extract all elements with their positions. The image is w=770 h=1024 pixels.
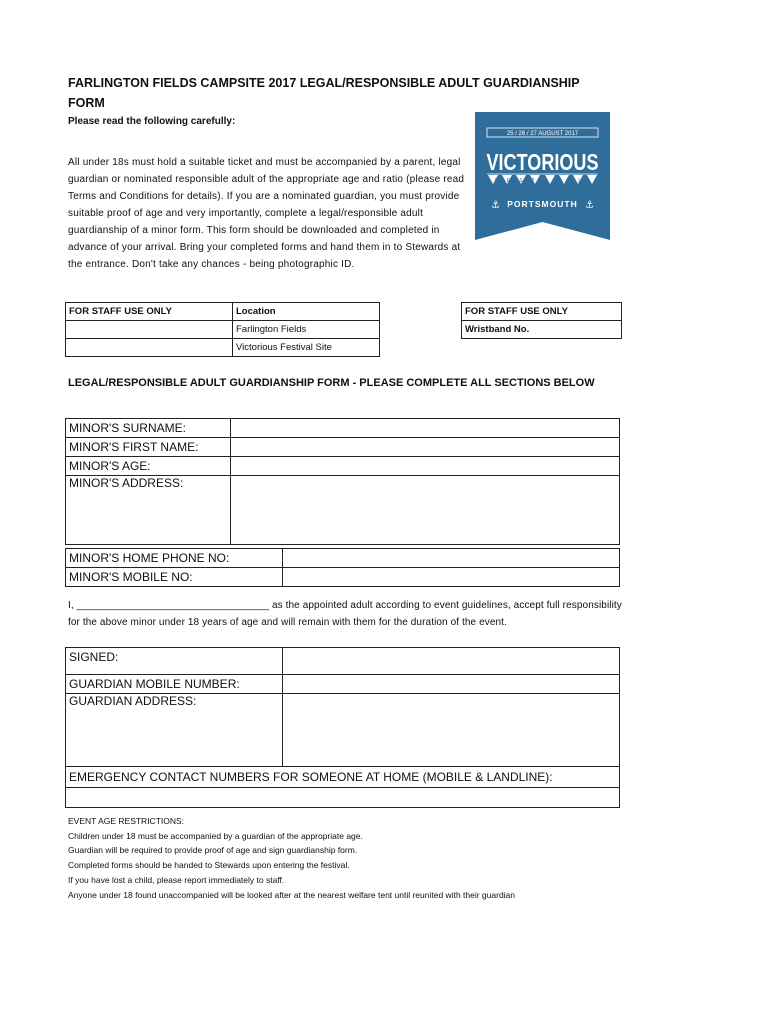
emergency-contact-input[interactable] (66, 788, 620, 808)
minor-home-phone-input[interactable] (283, 549, 620, 568)
note-item: Children under 18 must be accompanied by a guardian of the appropriate age. (68, 830, 363, 841)
logo-dates: 25 / 26 / 27 AUGUST 2017 (506, 131, 579, 137)
intro-paragraph: All under 18s must hold a suitable ticket and must be accompanied by a parent, legal guardian or nominated responsible adult of the appropriate age and ratio (please read Terms and Conditions for details). If you are a nominated guardian, you must provide suitable proof of age and very importantly, complete a legal/responsible adult guardianship of a minor form. This form should be downloaded and completed in advance of your arrival. Bring your completed forms and hand them in to Stewards at the entrance. Don't take any chances - being photographic ID. (68, 157, 465, 270)
guardian-mobile-input[interactable] (283, 675, 620, 694)
guardian-address-label: GUARDIAN ADDRESS: (66, 694, 283, 767)
anchor-icon-left: ⚓ (491, 200, 500, 211)
section-title: LEGAL/RESPONSIBLE ADULT GUARDIANSHIP FORM - PLEASE COMPLETE ALL SECTIONS BELOW (68, 377, 595, 389)
minor-first-name-input[interactable] (231, 438, 620, 457)
staff-header-2: FOR STAFF USE ONLY (462, 303, 622, 321)
minor-home-phone-label: MINOR'S HOME PHONE NO: (66, 549, 283, 568)
form-title: FARLINGTON FIELDS CAMPSITE 2017 LEGAL/RESPONSIBLE ADULT GUARDIANSHIP FORM (68, 76, 580, 110)
guardian-mobile-label: GUARDIAN MOBILE NUMBER: (66, 675, 283, 694)
minor-phone-table (65, 548, 620, 587)
location-header: Location (233, 303, 380, 321)
note-item: If you have lost a child, please report immediately to staff. (68, 874, 285, 885)
minor-surname-label: MINOR'S SURNAME: (66, 419, 231, 438)
notes-heading: EVENT AGE RESTRICTIONS: (68, 816, 185, 826)
minor-age-label: MINOR'S AGE: (66, 457, 231, 476)
guardian-address-input[interactable] (283, 694, 620, 767)
wristband-field[interactable]: Wristband No. (462, 321, 622, 339)
minor-mobile-input[interactable] (283, 568, 620, 587)
logo-city: PORTSMOUTH (507, 199, 578, 209)
logo-name: VICTORIOUS (486, 149, 599, 175)
subtitle: Please read the following carefully: (68, 116, 236, 127)
staff-location-table (65, 302, 380, 357)
location-victorious-site[interactable]: Victorious Festival Site (233, 339, 380, 357)
minor-address-label: MINOR'S ADDRESS: (66, 476, 231, 545)
staff-header: FOR STAFF USE ONLY (66, 303, 233, 321)
minor-details-table (65, 418, 620, 545)
emergency-contact-label: EMERGENCY CONTACT NUMBERS FOR SOMEONE AT HOME (MOBILE & LANDLINE): (66, 767, 620, 788)
signed-label: SIGNED: (66, 648, 283, 675)
minor-mobile-label: MINOR'S MOBILE NO: (66, 568, 283, 587)
signature-input[interactable] (283, 648, 620, 675)
minor-address-input[interactable] (231, 476, 620, 545)
note-item: Guardian will be required to provide proof of age and sign guardianship form. (68, 845, 358, 856)
note-item: Completed forms should be handed to Stewards upon entering the festival. (68, 860, 350, 871)
anchor-icon-right: ⚓ (585, 200, 594, 211)
guardian-details-table (65, 647, 620, 808)
minor-age-input[interactable] (231, 457, 620, 476)
staff-cell-1[interactable] (66, 321, 233, 339)
minor-first-name-label: MINOR'S FIRST NAME: (66, 438, 231, 457)
staff-wristband-table (461, 302, 622, 339)
minor-surname-input[interactable] (231, 419, 620, 438)
victorious-festival-logo (475, 112, 610, 240)
age-restrictions-notes (68, 814, 628, 902)
logo-bunting-text: FESTIVAL (494, 178, 591, 184)
location-farlington[interactable]: Farlington Fields (233, 321, 380, 339)
staff-cell-2[interactable] (66, 339, 233, 357)
declaration-text: I, __________________________________ as the appointed adult according to event guidelines, accept full responsibility for the above minor under 18 years of age and will remain with them for the duration of the event. (68, 600, 622, 628)
note-item: Anyone under 18 found unaccompanied will be looked after at the nearest welfare tent until reunited with their guardian (68, 889, 516, 900)
